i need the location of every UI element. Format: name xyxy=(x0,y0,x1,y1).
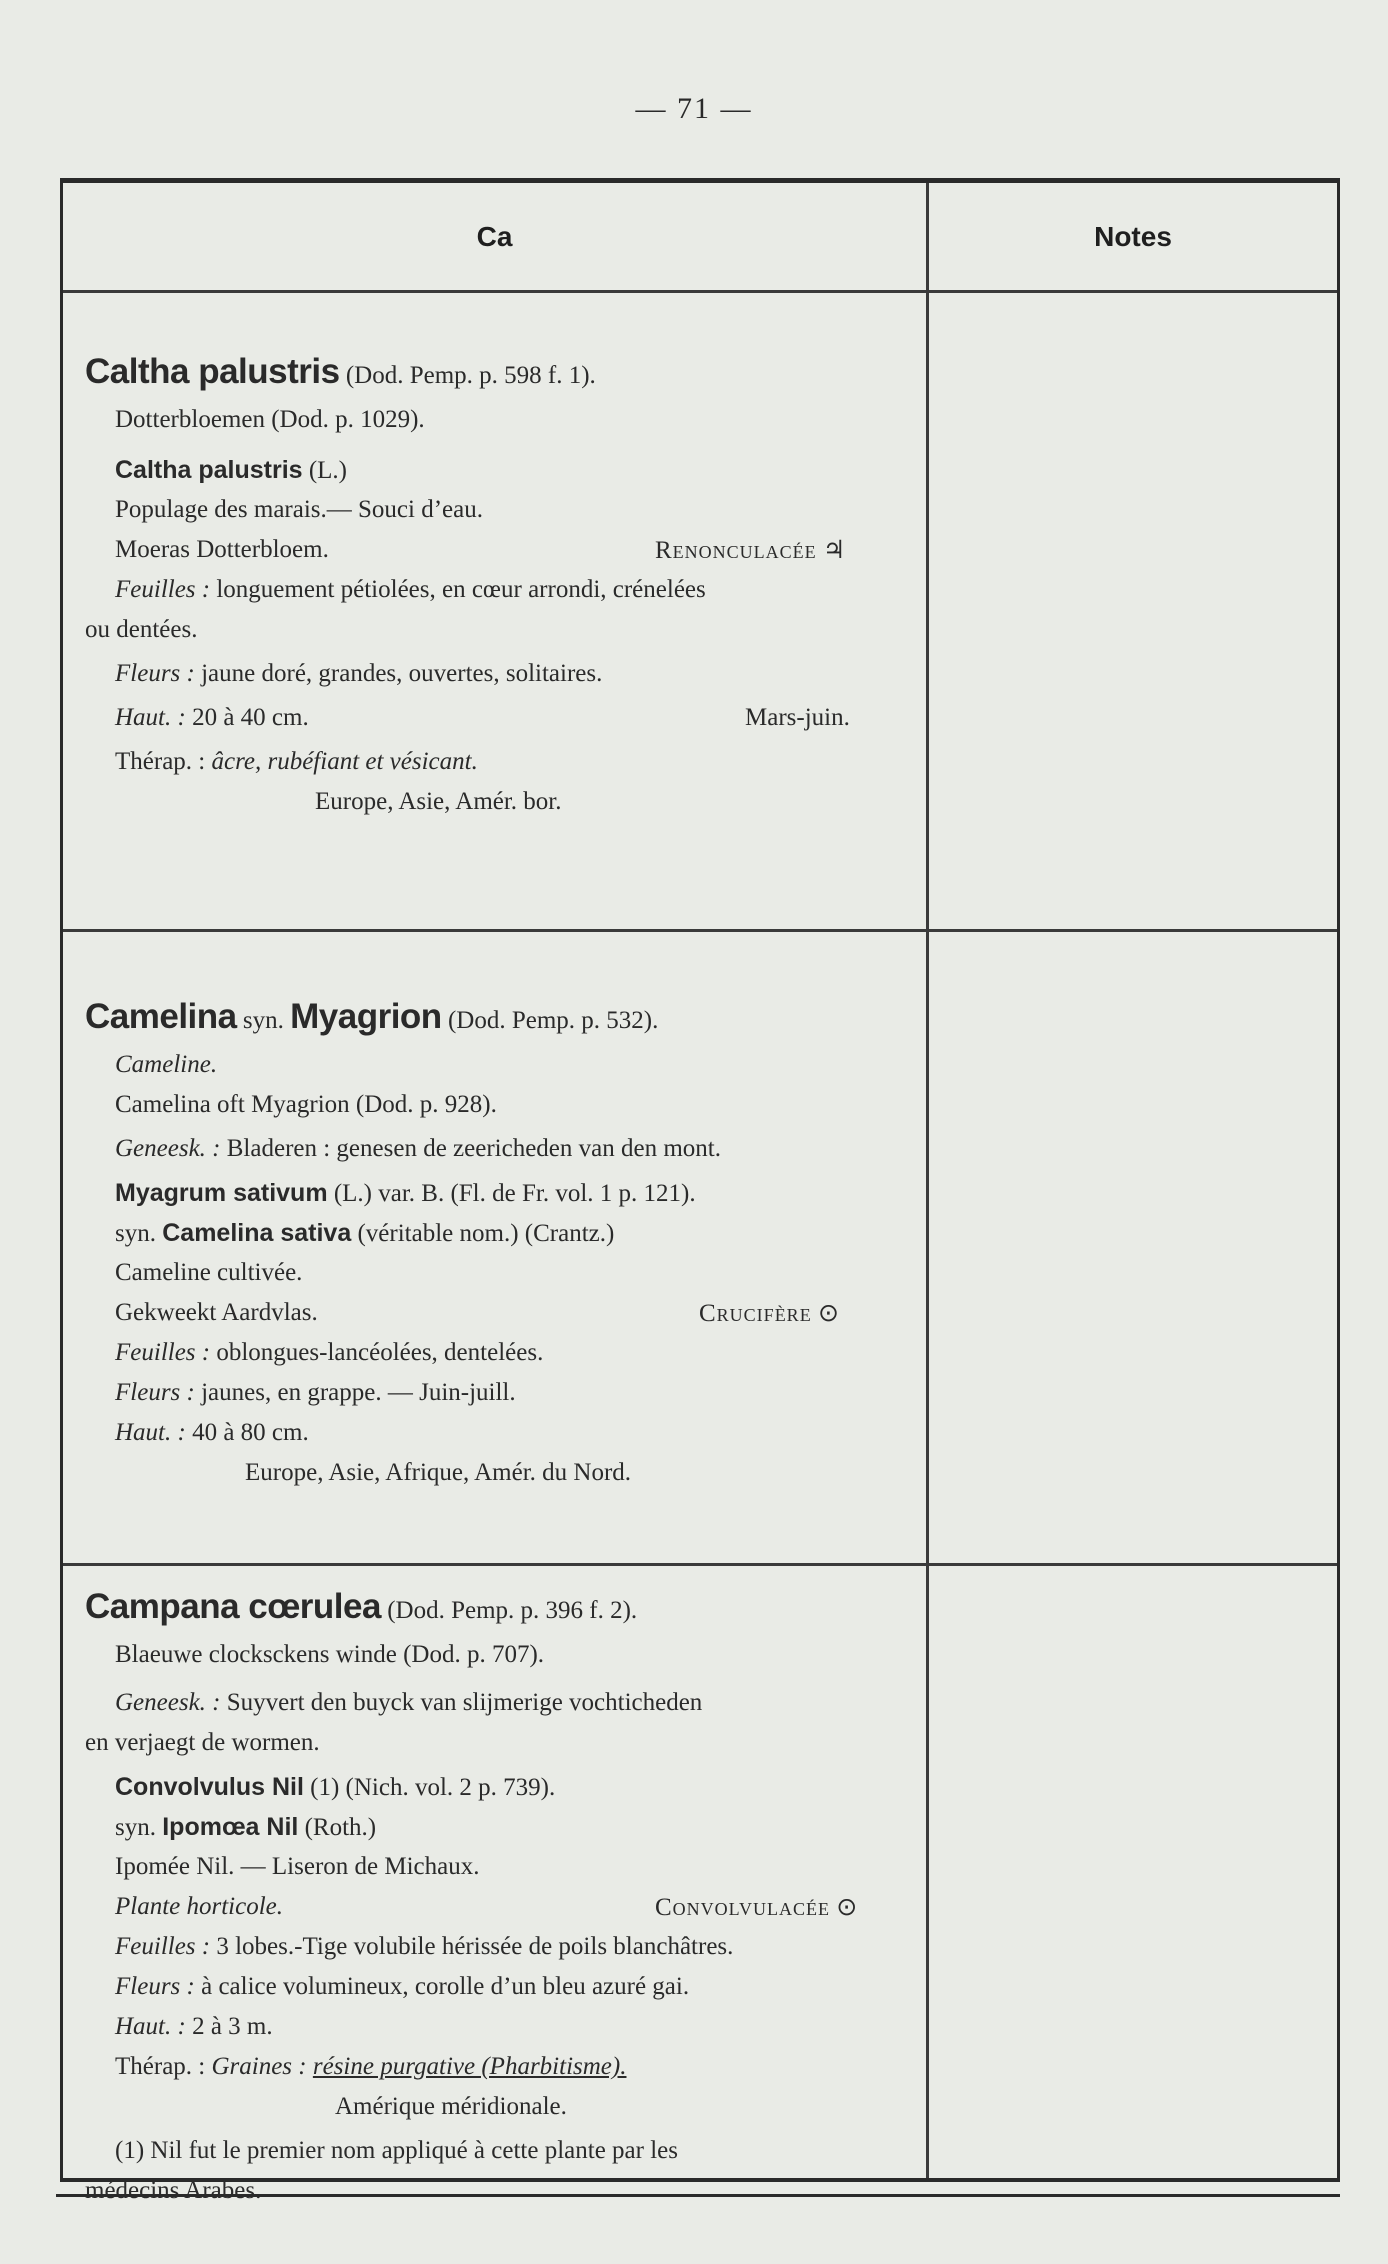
synonym-author: (L.) xyxy=(308,457,347,484)
common-name: Moeras Dotterbloem. xyxy=(115,536,329,563)
family-label: Convolvulacée ⊙ xyxy=(655,1892,858,1921)
footnote: médecins Arabes. xyxy=(85,2177,262,2204)
entry-line: Fleurs : jaunes, en grappe. — Juin-juill. xyxy=(115,1379,516,1406)
synonym-name: Caltha palustris xyxy=(115,456,303,484)
genus-reference: (Dod. Pemp. p. 598 f. 1). xyxy=(345,362,596,389)
entry-title xyxy=(85,1579,915,1635)
entry-title xyxy=(85,344,915,400)
entry-line: Gekweekt Aardvlas. Crucifère ⊙ xyxy=(85,1293,915,1333)
entry-line: Cameline. xyxy=(115,1051,218,1078)
distribution: Europe, Asie, Afrique, Amér. du Nord. xyxy=(245,1459,632,1486)
column-divider xyxy=(926,183,929,2178)
entry-line: Cameline cultivée. xyxy=(115,1259,303,1286)
entry-campana-coerulea xyxy=(85,1579,915,2211)
entry-line: Geneesk. : Suyvert den buyck van slijmerige vochticheden xyxy=(115,1689,703,1716)
entry-line: Haut. : 2 à 3 m. xyxy=(115,2013,273,2040)
footer-rule xyxy=(56,2194,1340,2197)
entry-line: Feuilles : oblongues-lancéolées, dentelées. xyxy=(115,1339,544,1366)
flowering-season: Mars-juin. xyxy=(745,704,850,731)
distribution: Amérique méridionale. xyxy=(335,2093,567,2120)
annual-icon: ⊙ xyxy=(836,1892,858,1921)
entry-line: Thérap. : âcre, rubéfiant et vésicant. xyxy=(115,748,478,775)
entry-line: Ipomée Nil. — Liseron de Michaux. xyxy=(115,1853,480,1880)
footnote: (1) Nil fut le premier nom appliqué à cette plante par les xyxy=(115,2137,678,2164)
column-header-notes: Notes xyxy=(1094,221,1172,252)
species-table xyxy=(60,178,1340,2204)
annual-icon: ⊙ xyxy=(817,1298,839,1327)
page-number: — 71 — xyxy=(635,92,753,125)
entry-line: Blaeuwe clocksckens winde (Dod. p. 707). xyxy=(115,1641,545,1668)
entry-line: Dotterbloemen (Dod. p. 1029). xyxy=(115,406,425,433)
entry-line xyxy=(85,450,915,490)
entry-line: ou dentées. xyxy=(85,616,198,643)
entry-line: Geneesk. : Bladeren : genesen de zeericheden van den mont. xyxy=(115,1135,721,1162)
entry-line: Thérap. : Graines : résine purgative (Pharbitisme). xyxy=(115,2053,627,2080)
entry-line: Feuilles : 3 lobes.-Tige volubile hérissée de poils blanchâtres. xyxy=(115,1933,734,1960)
entry-line: Fleurs : jaune doré, grandes, ouvertes, solitaires. xyxy=(115,660,603,687)
column-header-ca: Ca xyxy=(476,221,513,252)
entry-camelina xyxy=(85,989,915,1493)
entry-line: Myagrum sativum (L.) var. B. (Fl. de Fr. vol. 1 p. 121). xyxy=(115,1179,696,1207)
entry-line: Convolvulus Nil (1) (Nich. vol. 2 p. 739). xyxy=(115,1773,556,1801)
header-rule xyxy=(63,290,1337,293)
family-label: Crucifère ⊙ xyxy=(699,1298,839,1327)
entry-line: Feuilles : longuement pétiolées, en cœur arrondi, crénelées xyxy=(115,576,706,603)
row-rule xyxy=(63,1563,1337,1566)
entry-line xyxy=(85,530,915,570)
entry-line: syn. Camelina sativa (véritable nom.) (Crantz.) xyxy=(115,1219,615,1247)
entry-line: syn. Ipomœa Nil (Roth.) xyxy=(115,1813,377,1841)
entry-line: Haut. : 20 à 40 cm. Mars-juin. xyxy=(85,698,915,738)
entry-line: Plante horticole. Convolvulacée ⊙ xyxy=(85,1887,915,1927)
genus-name: Camelina xyxy=(85,997,237,1036)
entry-line: Populage des marais.— Souci d’eau. xyxy=(115,496,483,523)
entry-line: Camelina oft Myagrion (Dod. p. 928). xyxy=(115,1091,497,1118)
genus-synonym: Myagrion xyxy=(290,997,442,1036)
entry-line: en verjaegt de wormen. xyxy=(85,1729,320,1756)
genus-reference: (Dod. Pemp. p. 532). xyxy=(447,1007,659,1034)
genus-reference: (Dod. Pemp. p. 396 f. 2). xyxy=(387,1597,638,1624)
entry-title: Camelina syn. Myagrion (Dod. Pemp. p. 532). xyxy=(85,997,659,1036)
distribution: Europe, Asie, Amér. bor. xyxy=(315,788,562,815)
entry-line: Fleurs : à calice volumineux, corolle d’un bleu azuré gai. xyxy=(115,1973,690,2000)
genus-name: Caltha palustris xyxy=(85,352,340,391)
entry-caltha-palustris xyxy=(85,344,915,822)
family-label: Renonculacée ♃ xyxy=(655,535,846,564)
row-rule xyxy=(63,929,1337,932)
perennial-icon: ♃ xyxy=(822,535,846,564)
entry-line: Haut. : 40 à 80 cm. xyxy=(115,1419,309,1446)
genus-name: Campana cœrulea xyxy=(85,1587,381,1626)
